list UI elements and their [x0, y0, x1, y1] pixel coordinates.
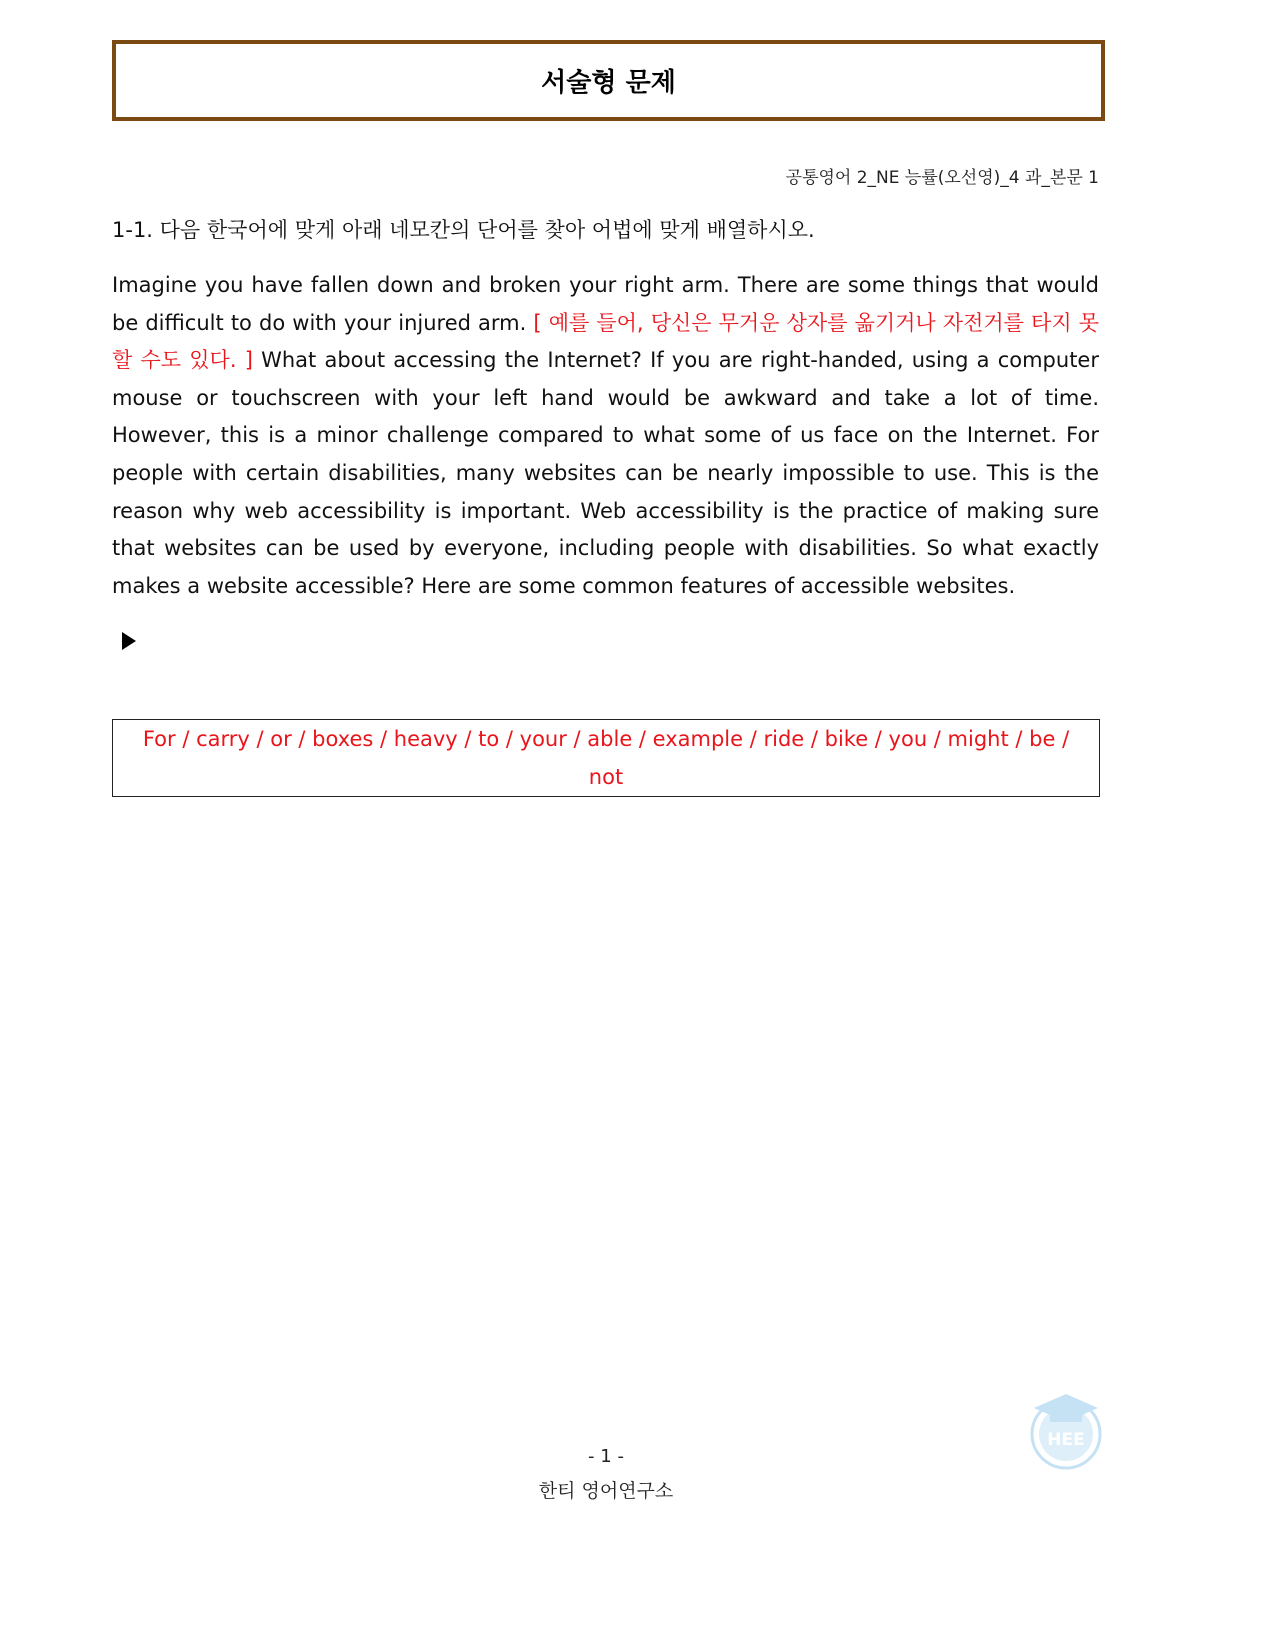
passage-after: What about accessing the Internet? If you are right-handed, using a computer mouse or touchscreen with your left hand would be awkward and take a lot of time. However, this is a minor challenge compared to what some of us face on the Internet. For people with certain disabilities, many websites can be nearly impossible to use. This is the reason why web accessibility is important. Web accessibility is the practice of making sure that websites can be used by everyone, including people with disabilities. So what exactly makes a website accessible? Here are some common features of accessible websites.: [112, 348, 1099, 598]
logo-text: HEE: [1047, 1430, 1085, 1450]
passage-before: Imagine you have fallen down and broken your right arm. There are some things that would be difficult to do with your injured arm.: [112, 273, 1099, 335]
play-arrow-icon: [122, 632, 136, 650]
footer-organization: 한티 영어연구소: [538, 1480, 674, 1502]
passage-korean-highlight: [ 예를 들어, 당신은 무거운 상자를 옮기거나 자전거를 타지 못할 수도 있다. ]: [112, 310, 1099, 373]
word-bank: For / carry / or / boxes / heavy / to / your / able / example / ride / bike / you / might / be / not: [142, 727, 1070, 789]
page-number: - 1 -: [588, 1446, 624, 1467]
passage: [112, 267, 1099, 605]
source-label: 공통영어 2_NE 능률(오선영)_4 과_본문 1: [785, 168, 1099, 188]
page-title: 서술형 문제: [541, 68, 676, 98]
word-bank-box: [112, 719, 1100, 797]
hee-logo-icon: [1026, 1390, 1106, 1470]
title-box: [112, 40, 1105, 121]
question-instruction: 1-1. 다음 한국어에 맞게 아래 네모칸의 단어를 찾아 어법에 맞게 배열하시오.: [112, 218, 815, 242]
